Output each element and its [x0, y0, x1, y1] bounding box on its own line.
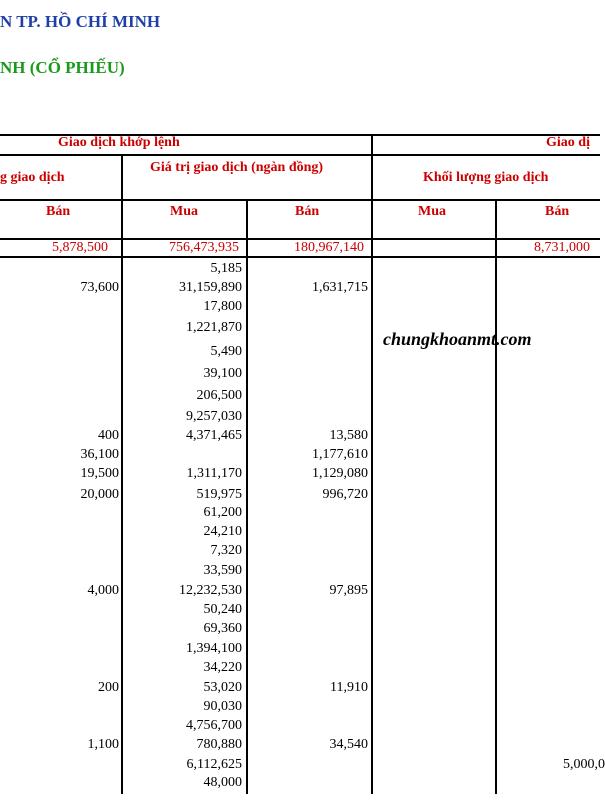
- total-c5: 8,731,000: [534, 240, 590, 255]
- subheader-value: Giá trị giao dịch (ngàn đồng): [150, 160, 324, 175]
- table-cell-c2: 519,975: [196, 487, 242, 502]
- table-cell-c3: 1,177,610: [312, 447, 368, 462]
- table-cell-c2: 1,394,100: [186, 641, 242, 656]
- table-cell-c2: 33,590: [203, 563, 242, 578]
- watermark-text: chungkhoanmt.com: [383, 329, 532, 349]
- table-cell-c2: 48,000: [203, 775, 242, 790]
- table-cell-c2: 24,210: [203, 524, 242, 539]
- table-cell-c2: 50,240: [203, 602, 242, 617]
- group-header-matched: Giao dịch khớp lệnh: [58, 135, 180, 150]
- table-cell-c3: 11,910: [330, 680, 368, 695]
- table-cell-c3: 1,129,080: [312, 466, 368, 481]
- subheader-volume-left: g giao dịch: [0, 170, 65, 185]
- table-cell-c2: 39,100: [203, 366, 242, 381]
- table-cell-c2: 90,030: [203, 699, 242, 714]
- table-cell-c2: 1,311,170: [186, 466, 242, 481]
- col-label-c3: Bán: [295, 204, 320, 219]
- table-cell-c2: 69,360: [203, 621, 242, 636]
- col-label-c1: Bán: [46, 204, 71, 219]
- table-cell-c3: 97,895: [329, 583, 368, 598]
- col-label-c5: Bán: [545, 204, 570, 219]
- total-c3: 180,967,140: [294, 240, 364, 255]
- table-cell-c2: 4,756,700: [186, 718, 242, 733]
- table-cell-c1: 36,100: [80, 447, 119, 462]
- group-header-other: Giao dị: [546, 135, 590, 150]
- col-label-c4: Mua: [418, 204, 446, 219]
- table-cell-c1: 73,600: [80, 280, 119, 295]
- table-cell-c1: 20,000: [80, 487, 119, 502]
- table-cell-c2: 31,159,890: [179, 280, 242, 295]
- table-cell-c2: 61,200: [203, 505, 242, 520]
- table-cell-c2: 12,232,530: [179, 583, 242, 598]
- table-cell-c2: 4,371,465: [186, 428, 242, 443]
- table-cell-c2: 780,880: [196, 737, 242, 752]
- table-cell-c2: 17,800: [203, 299, 242, 314]
- subheader-border: [0, 154, 600, 156]
- col-label-c2: Mua: [170, 204, 198, 219]
- table-cell-c1: 400: [98, 428, 119, 443]
- table-cell-c2: 5,490: [210, 344, 242, 359]
- table-cell-c2: 9,257,030: [186, 409, 242, 424]
- table-cell-c3: 996,720: [322, 487, 368, 502]
- table-cell-c2: 1,221,870: [186, 320, 242, 335]
- col-divider-3: [371, 134, 373, 794]
- total-c2: 756,473,935: [169, 240, 239, 255]
- colheader-border: [0, 199, 600, 201]
- table-cell-c2: 7,320: [210, 543, 242, 558]
- col-divider-4: [495, 199, 497, 794]
- totals-bottom-border: [0, 256, 600, 258]
- table-cell-c3: 13,580: [329, 428, 368, 443]
- table-cell-c2: 34,220: [203, 660, 242, 675]
- report-title-line2: NH (CỔ PHIẾU): [0, 58, 125, 77]
- report-title-line1: N TP. HỒ CHÍ MINH: [0, 12, 161, 31]
- subheader-volume-right: Khối lượng giao dịch: [423, 170, 549, 185]
- table-cell-c3: 34,540: [329, 737, 368, 752]
- table-cell-c2: 53,020: [203, 680, 242, 695]
- table-cell-c1: 4,000: [87, 583, 119, 598]
- table-cell-c1: 1,100: [87, 737, 119, 752]
- table-cell-c1: 19,500: [80, 466, 119, 481]
- table-cell-c2: 6,112,625: [186, 757, 242, 772]
- total-c1: 5,878,500: [52, 240, 108, 255]
- table-cell-c5: 5,000,0: [563, 757, 605, 772]
- table-cell-c2: 206,500: [196, 388, 242, 403]
- table-cell-c1: 200: [98, 680, 119, 695]
- table-cell-c2: 5,185: [210, 261, 242, 276]
- table-cell-c3: 1,631,715: [312, 280, 368, 295]
